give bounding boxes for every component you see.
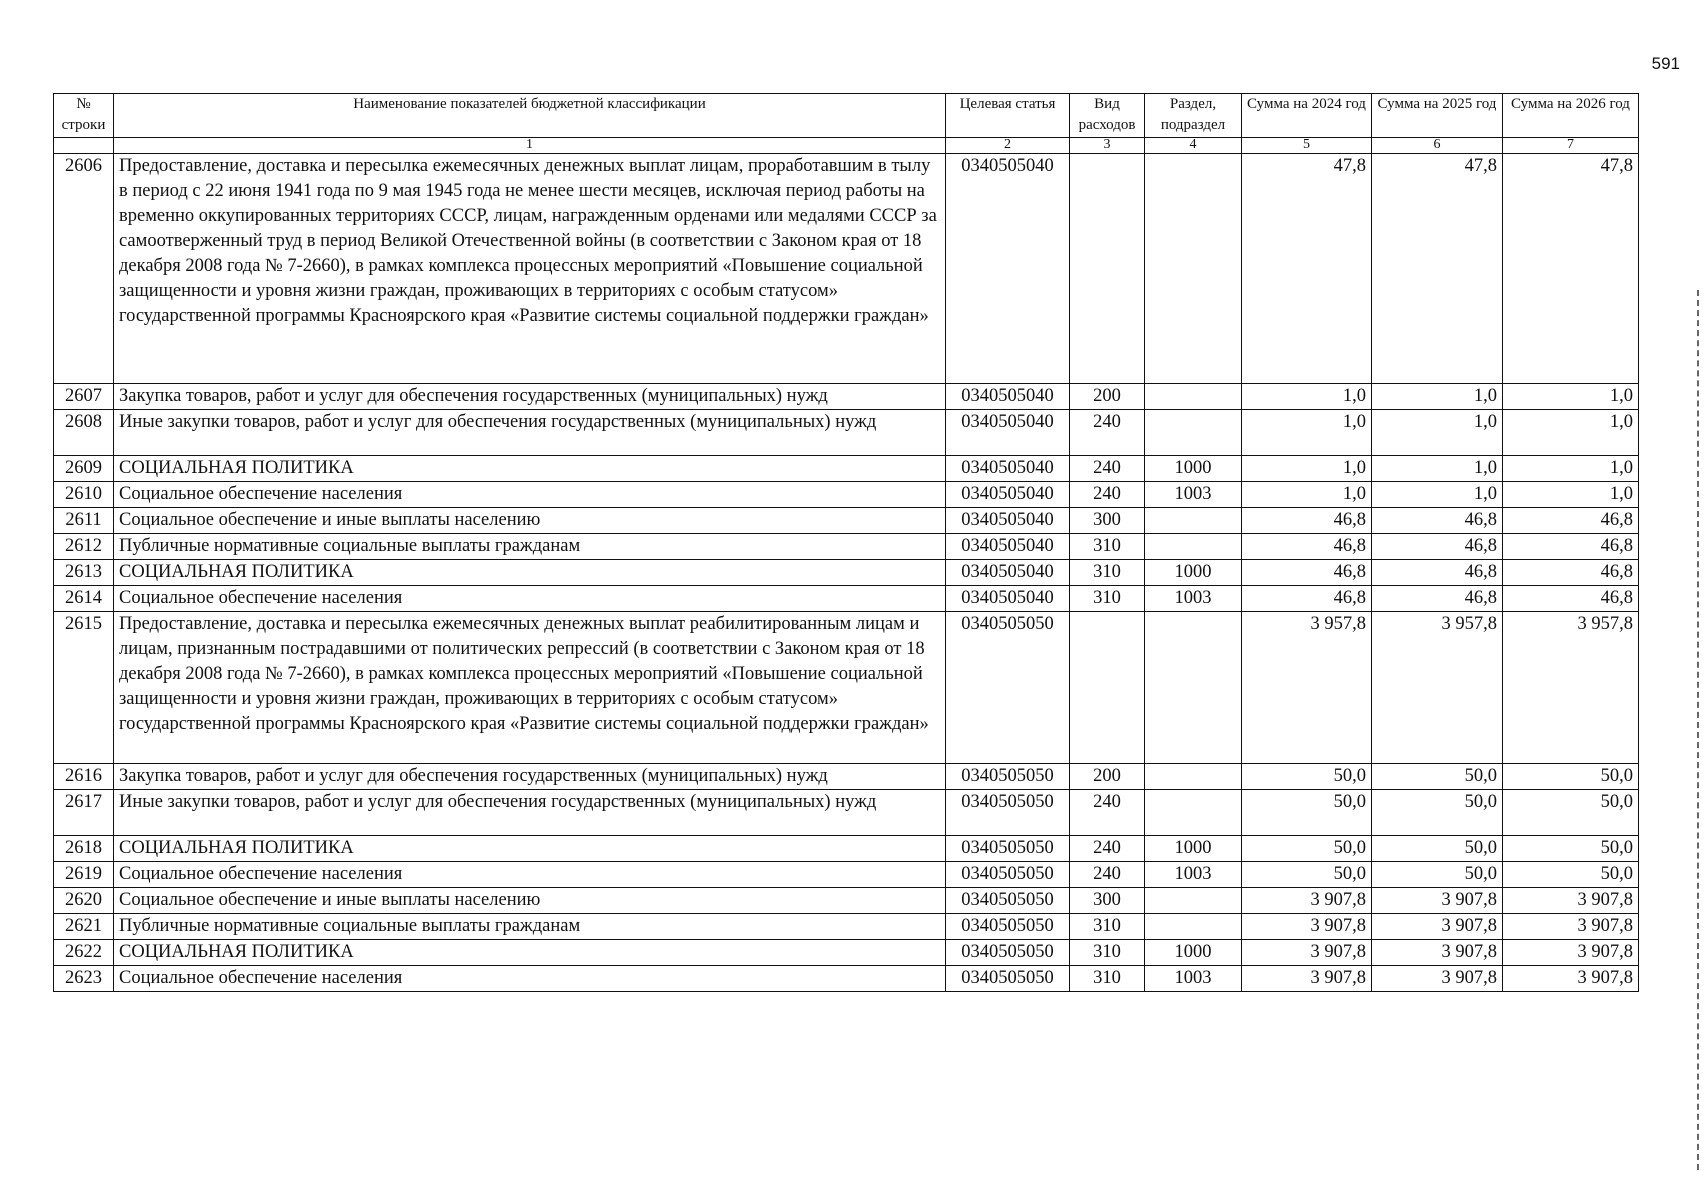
row-sum-2026: 1,0: [1503, 456, 1639, 482]
row-number: 2610: [54, 482, 114, 508]
row-sum-2025: 1,0: [1372, 384, 1503, 410]
row-number: 2623: [54, 966, 114, 992]
row-target-code: 0340505050: [946, 914, 1070, 940]
row-target-code: 0340505040: [946, 586, 1070, 612]
row-sum-2025: 1,0: [1372, 456, 1503, 482]
row-section-code: [1145, 764, 1242, 790]
row-expense-type: 240: [1070, 482, 1145, 508]
row-sum-2024: 46,8: [1242, 534, 1372, 560]
row-target-code: 0340505040: [946, 410, 1070, 456]
row-section-code: 1000: [1145, 560, 1242, 586]
row-sum-2024: 50,0: [1242, 862, 1372, 888]
row-sum-2024: 3 907,8: [1242, 914, 1372, 940]
row-target-code: 0340505050: [946, 862, 1070, 888]
row-sum-2025: 50,0: [1372, 764, 1503, 790]
row-number: 2617: [54, 790, 114, 836]
header-target: Целевая статья: [946, 94, 1070, 138]
row-section-code: 1000: [1145, 940, 1242, 966]
row-target-code: 0340505050: [946, 764, 1070, 790]
row-expense-type: 240: [1070, 836, 1145, 862]
header-section: Раздел, подраздел: [1145, 94, 1242, 138]
row-expense-type: 240: [1070, 790, 1145, 836]
row-name: СОЦИАЛЬНАЯ ПОЛИТИКА: [114, 456, 946, 482]
row-sum-2024: 1,0: [1242, 456, 1372, 482]
row-name: Иные закупки товаров, работ и услуг для обеспечения государственных (муниципальных) нужд: [114, 410, 946, 456]
row-expense-type: 310: [1070, 560, 1145, 586]
row-sum-2024: 46,8: [1242, 586, 1372, 612]
row-section-code: [1145, 508, 1242, 534]
header-name: Наименование показателей бюджетной классификации: [114, 94, 946, 138]
row-sum-2024: 1,0: [1242, 482, 1372, 508]
row-sum-2026: 1,0: [1503, 482, 1639, 508]
binding-edge: [1697, 290, 1702, 1170]
row-number: 2606: [54, 154, 114, 384]
row-target-code: 0340505050: [946, 790, 1070, 836]
row-name: Публичные нормативные социальные выплаты гражданам: [114, 914, 946, 940]
row-name: СОЦИАЛЬНАЯ ПОЛИТИКА: [114, 940, 946, 966]
header-sum-2025: Сумма на 2025 год: [1372, 94, 1503, 138]
row-name: Предоставление, доставка и пересылка ежемесячных денежных выплат реабилитированным лицам и лицам, признанным пострадавшими от политических репрессий (в соответствии с Законом края от 18 декабря 2008 года № 7-2660), в рамках комплекса процессных мероприятий «Повышение социальной защищенности и уровня жизни граждан, проживающих в территориях с особым статусом» государственной программы Красноярского края «Развитие системы социальной поддержки граждан»: [114, 612, 946, 764]
table-row: [54, 940, 1639, 966]
row-section-code: 1003: [1145, 862, 1242, 888]
column-number: 3: [1070, 138, 1145, 154]
row-name: Социальное обеспечение и иные выплаты населению: [114, 888, 946, 914]
row-section-code: 1000: [1145, 836, 1242, 862]
row-sum-2025: 50,0: [1372, 862, 1503, 888]
row-target-code: 0340505050: [946, 940, 1070, 966]
row-target-code: 0340505040: [946, 508, 1070, 534]
row-number: 2613: [54, 560, 114, 586]
row-number: 2619: [54, 862, 114, 888]
row-sum-2024: 50,0: [1242, 764, 1372, 790]
row-sum-2025: 46,8: [1372, 586, 1503, 612]
column-number: [54, 138, 114, 154]
row-expense-type: 300: [1070, 888, 1145, 914]
table-row: [54, 384, 1639, 410]
row-sum-2024: 1,0: [1242, 384, 1372, 410]
table-row: [54, 862, 1639, 888]
row-sum-2024: 46,8: [1242, 508, 1372, 534]
row-sum-2025: 46,8: [1372, 560, 1503, 586]
table-row: [54, 612, 1639, 764]
row-name: Социальное обеспечение населения: [114, 862, 946, 888]
row-number: 2618: [54, 836, 114, 862]
row-sum-2024: 3 907,8: [1242, 940, 1372, 966]
row-target-code: 0340505040: [946, 560, 1070, 586]
row-sum-2025: 3 907,8: [1372, 940, 1503, 966]
row-section-code: [1145, 384, 1242, 410]
row-section-code: 1003: [1145, 966, 1242, 992]
row-section-code: [1145, 534, 1242, 560]
row-name: Закупка товаров, работ и услуг для обеспечения государственных (муниципальных) нужд: [114, 764, 946, 790]
table-row: [54, 888, 1639, 914]
row-section-code: [1145, 914, 1242, 940]
row-sum-2024: 47,8: [1242, 154, 1372, 384]
table-body: [54, 154, 1639, 992]
row-sum-2024: 3 907,8: [1242, 966, 1372, 992]
row-sum-2024: 50,0: [1242, 836, 1372, 862]
row-expense-type: 200: [1070, 764, 1145, 790]
row-sum-2026: 3 957,8: [1503, 612, 1639, 764]
row-sum-2026: 50,0: [1503, 836, 1639, 862]
row-sum-2026: 1,0: [1503, 410, 1639, 456]
row-sum-2026: 50,0: [1503, 790, 1639, 836]
row-name: Социальное обеспечение населения: [114, 482, 946, 508]
table-row: [54, 836, 1639, 862]
row-section-code: [1145, 410, 1242, 456]
row-expense-type: 240: [1070, 862, 1145, 888]
column-number: 6: [1372, 138, 1503, 154]
row-sum-2024: 3 957,8: [1242, 612, 1372, 764]
row-expense-type: 310: [1070, 586, 1145, 612]
table-row: [54, 154, 1639, 384]
table-row: [54, 560, 1639, 586]
column-number-row: [54, 138, 1639, 154]
row-target-code: 0340505050: [946, 836, 1070, 862]
header-exp-type: Вид расходов: [1070, 94, 1145, 138]
row-sum-2025: 3 907,8: [1372, 914, 1503, 940]
row-sum-2026: 3 907,8: [1503, 940, 1639, 966]
row-name: Социальное обеспечение населения: [114, 586, 946, 612]
column-number: 7: [1503, 138, 1639, 154]
row-sum-2025: 3 907,8: [1372, 966, 1503, 992]
row-number: 2607: [54, 384, 114, 410]
table-row: [54, 482, 1639, 508]
table-row: [54, 764, 1639, 790]
row-sum-2025: 47,8: [1372, 154, 1503, 384]
table-row: [54, 410, 1639, 456]
table-row: [54, 586, 1639, 612]
table-row: [54, 456, 1639, 482]
row-expense-type: 310: [1070, 914, 1145, 940]
row-number: 2621: [54, 914, 114, 940]
row-name: Публичные нормативные социальные выплаты гражданам: [114, 534, 946, 560]
row-number: 2608: [54, 410, 114, 456]
row-sum-2026: 3 907,8: [1503, 888, 1639, 914]
row-target-code: 0340505050: [946, 888, 1070, 914]
row-sum-2025: 3 957,8: [1372, 612, 1503, 764]
column-number: 5: [1242, 138, 1372, 154]
row-expense-type: 310: [1070, 534, 1145, 560]
row-number: 2611: [54, 508, 114, 534]
table-row: [54, 914, 1639, 940]
row-sum-2026: 3 907,8: [1503, 966, 1639, 992]
row-sum-2025: 46,8: [1372, 534, 1503, 560]
row-sum-2026: 1,0: [1503, 384, 1639, 410]
row-number: 2609: [54, 456, 114, 482]
row-name: СОЦИАЛЬНАЯ ПОЛИТИКА: [114, 836, 946, 862]
row-target-code: 0340505050: [946, 612, 1070, 764]
row-sum-2026: 50,0: [1503, 764, 1639, 790]
row-expense-type: [1070, 154, 1145, 384]
row-sum-2024: 3 907,8: [1242, 888, 1372, 914]
table-row: [54, 966, 1639, 992]
row-sum-2026: 46,8: [1503, 586, 1639, 612]
row-sum-2025: 46,8: [1372, 508, 1503, 534]
row-name: Закупка товаров, работ и услуг для обеспечения государственных (муниципальных) нужд: [114, 384, 946, 410]
row-target-code: 0340505040: [946, 534, 1070, 560]
table-row: [54, 534, 1639, 560]
row-sum-2026: 46,8: [1503, 534, 1639, 560]
row-sum-2025: 1,0: [1372, 482, 1503, 508]
row-target-code: 0340505040: [946, 154, 1070, 384]
row-expense-type: 200: [1070, 384, 1145, 410]
row-target-code: 0340505040: [946, 456, 1070, 482]
row-target-code: 0340505040: [946, 384, 1070, 410]
row-section-code: 1003: [1145, 482, 1242, 508]
row-section-code: [1145, 612, 1242, 764]
row-number: 2614: [54, 586, 114, 612]
row-expense-type: 240: [1070, 456, 1145, 482]
row-expense-type: 300: [1070, 508, 1145, 534]
table-row: [54, 790, 1639, 836]
row-sum-2025: 1,0: [1372, 410, 1503, 456]
column-number: 4: [1145, 138, 1242, 154]
row-sum-2026: 47,8: [1503, 154, 1639, 384]
row-sum-2025: 50,0: [1372, 836, 1503, 862]
row-expense-type: [1070, 612, 1145, 764]
row-section-code: [1145, 888, 1242, 914]
row-name: Социальное обеспечение и иные выплаты населению: [114, 508, 946, 534]
header-row-no: № строки: [54, 94, 114, 138]
row-number: 2620: [54, 888, 114, 914]
row-sum-2025: 3 907,8: [1372, 888, 1503, 914]
row-sum-2026: 46,8: [1503, 508, 1639, 534]
row-number: 2622: [54, 940, 114, 966]
row-number: 2615: [54, 612, 114, 764]
row-expense-type: 310: [1070, 940, 1145, 966]
row-sum-2024: 46,8: [1242, 560, 1372, 586]
page-number: 591: [1651, 54, 1680, 73]
row-name: Социальное обеспечение населения: [114, 966, 946, 992]
column-number: 2: [946, 138, 1070, 154]
row-section-code: [1145, 154, 1242, 384]
row-expense-type: 310: [1070, 966, 1145, 992]
row-expense-type: 240: [1070, 410, 1145, 456]
row-section-code: 1000: [1145, 456, 1242, 482]
row-sum-2024: 1,0: [1242, 410, 1372, 456]
column-number: 1: [114, 138, 946, 154]
row-number: 2612: [54, 534, 114, 560]
table-row: [54, 508, 1639, 534]
header-sum-2024: Сумма на 2024 год: [1242, 94, 1372, 138]
row-number: 2616: [54, 764, 114, 790]
row-target-code: 0340505040: [946, 482, 1070, 508]
row-name: Предоставление, доставка и пересылка ежемесячных денежных выплат лицам, проработавшим в тылу в период с 22 июня 1941 года по 9 мая 1945 года не менее шести месяцев, исключая период работы на временно оккупированных территориях СССР, лицам, награжденным орденами или медалями СССР за самоотверженный труд в период Великой Отечественной войны (в соответствии с Законом края от 18 декабря 2008 года № 7-2660), в рамках комплекса процессных мероприятий «Повышение социальной защищенности и уровня жизни граждан, проживающих в территориях с особым статусом» государственной программы Красноярского края «Развитие системы социальной поддержки граждан»: [114, 154, 946, 384]
row-section-code: [1145, 790, 1242, 836]
row-name: Иные закупки товаров, работ и услуг для обеспечения государственных (муниципальных) нужд: [114, 790, 946, 836]
row-sum-2025: 50,0: [1372, 790, 1503, 836]
row-sum-2026: 46,8: [1503, 560, 1639, 586]
row-name: СОЦИАЛЬНАЯ ПОЛИТИКА: [114, 560, 946, 586]
row-target-code: 0340505050: [946, 966, 1070, 992]
row-sum-2026: 50,0: [1503, 862, 1639, 888]
row-sum-2024: 50,0: [1242, 790, 1372, 836]
header-sum-2026: Сумма на 2026 год: [1503, 94, 1639, 138]
row-sum-2026: 3 907,8: [1503, 914, 1639, 940]
header-row: [54, 94, 1639, 138]
row-section-code: 1003: [1145, 586, 1242, 612]
budget-table: [53, 93, 1639, 992]
